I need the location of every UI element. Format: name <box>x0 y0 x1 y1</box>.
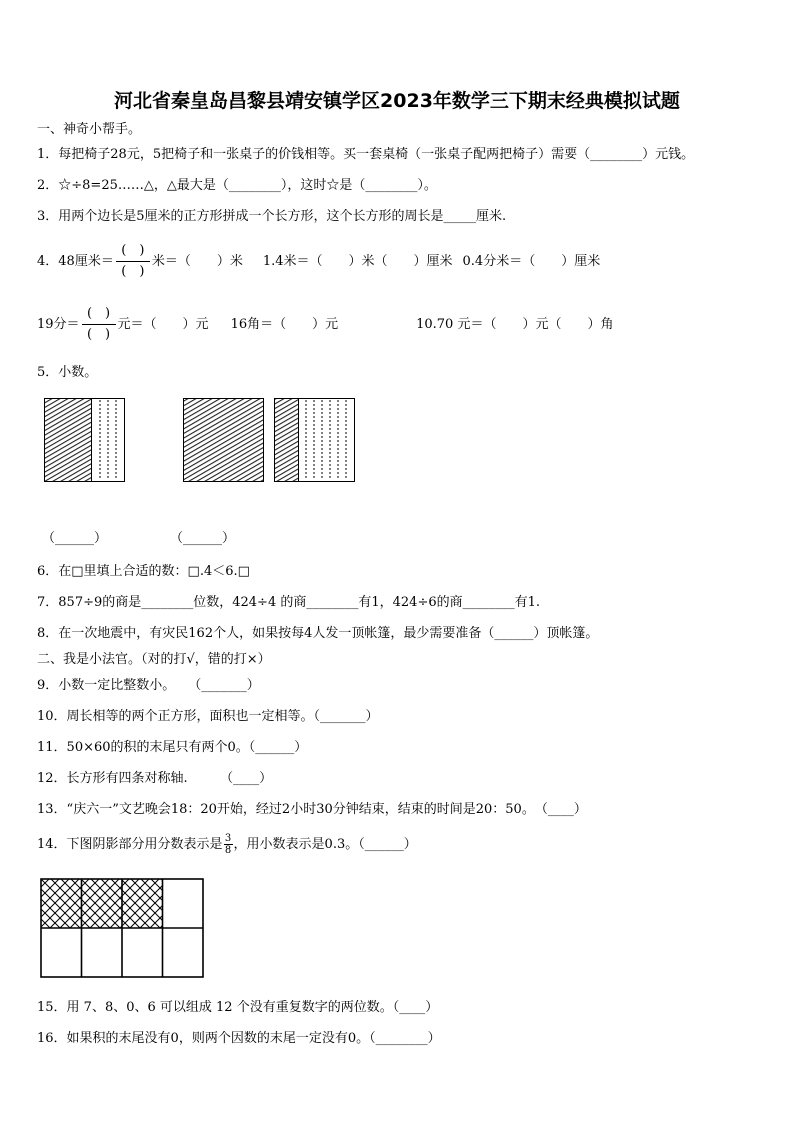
question-14 <box>37 832 417 858</box>
question-10: 10．周长相等的两个正方形，面积也一定相等。（_______） <box>37 709 379 724</box>
q14-numerator: 3 <box>224 833 232 844</box>
frac-numerator: ( ) <box>86 306 111 321</box>
question-8: 8．在一次地震中，有灾民162个人，如果按每4人发一顶帐篷，最少需要准备（______）顶帐篷。 <box>37 626 599 641</box>
q4-c: 0.4分米＝（ ）厘米 <box>462 254 601 269</box>
question-4-row-2 <box>37 304 613 345</box>
question-12: 12．长方形有四条对称轴. （____） <box>37 771 273 786</box>
question-9: 9．小数一定比整数小。 （_______） <box>37 678 260 693</box>
q14-suffix: ，用小数表示是0.3。（______） <box>233 837 417 852</box>
q14-grid <box>40 878 206 980</box>
grid-cell-shaded <box>82 879 123 928</box>
question-5: 5．小数。 <box>37 365 98 380</box>
section-1-heading: 一、神奇小帮手。 <box>37 122 142 137</box>
question-6: 6．在□里填上合适的数：□.4＜6.□ <box>37 564 250 579</box>
frac-numerator: ( ) <box>121 243 145 258</box>
question-15: 15．用 7、8、0、6 可以组成 12 个没有重复数字的两位数。（____） <box>37 1000 439 1015</box>
q4-a-suffix: 米＝（ ）米 <box>151 254 243 269</box>
diagram-2-whole <box>184 399 264 482</box>
q4-d-suffix: 元＝（ ）元 <box>117 317 209 332</box>
q4-fraction-blank <box>116 241 150 282</box>
q14-denominator: 8 <box>224 845 232 856</box>
page-title: 河北省秦皇岛昌黎县靖安镇学区2023年数学三下期末经典模拟试题 <box>114 90 680 112</box>
diagram-2-part <box>275 399 355 482</box>
question-2: 2．☆÷8=25……△，△最大是（________），这时☆是（________）。 <box>37 178 437 193</box>
q5-decimal-diagrams <box>44 398 364 482</box>
q5-answer-1: （______） <box>42 531 108 546</box>
question-16: 16．如果积的末尾没有0，则两个因数的末尾一定没有0。（________） <box>37 1031 441 1046</box>
q14-fraction <box>224 833 233 856</box>
q5-answer-2: （______） <box>170 531 236 546</box>
diagram-1 <box>45 399 125 482</box>
question-13: 13．“庆六一”文艺晚会18：20开始，经过2小时30分钟结束，结束的时间是20：50。 （____） <box>37 802 587 817</box>
question-1: 1．每把椅子28元，5把椅子和一张桌子的价钱相等。买一套桌椅（一张桌子配两把椅子）需要（________）元钱。 <box>37 147 695 162</box>
question-7: 7．857÷9的商是________位数，424÷4 的商________有1，424÷6的商________有1. <box>37 595 541 610</box>
q4-f: 10.70 元＝（ ）元（ ）角 <box>416 317 614 332</box>
q4-d-prefix: 19分＝ <box>37 317 80 332</box>
q4-e: 16角＝（ ）元 <box>230 317 339 332</box>
section-2-heading: 二、我是小法官。（对的打√，错的打×） <box>37 652 271 667</box>
q4-fraction-blank-2 <box>82 304 116 345</box>
grid-cell-shaded <box>122 879 163 928</box>
question-3: 3．用两个边长是5厘米的正方形拼成一个长方形，这个长方形的周长是_____厘米. <box>37 209 507 224</box>
question-4-row-1 <box>37 241 600 282</box>
frac-denominator: ( ) <box>121 264 145 279</box>
q4-b: 1.4米＝（ ）米（ ）厘米 <box>262 254 453 269</box>
grid-cell-shaded <box>41 879 82 928</box>
q14-prefix: 14．下图阴影部分用分数表示是 <box>37 837 223 852</box>
q4-a-prefix: 4．48厘米＝ <box>37 254 114 269</box>
question-11: 11．50×60的积的末尾只有两个0。（______） <box>37 740 308 755</box>
frac-denominator: ( ) <box>86 327 111 342</box>
